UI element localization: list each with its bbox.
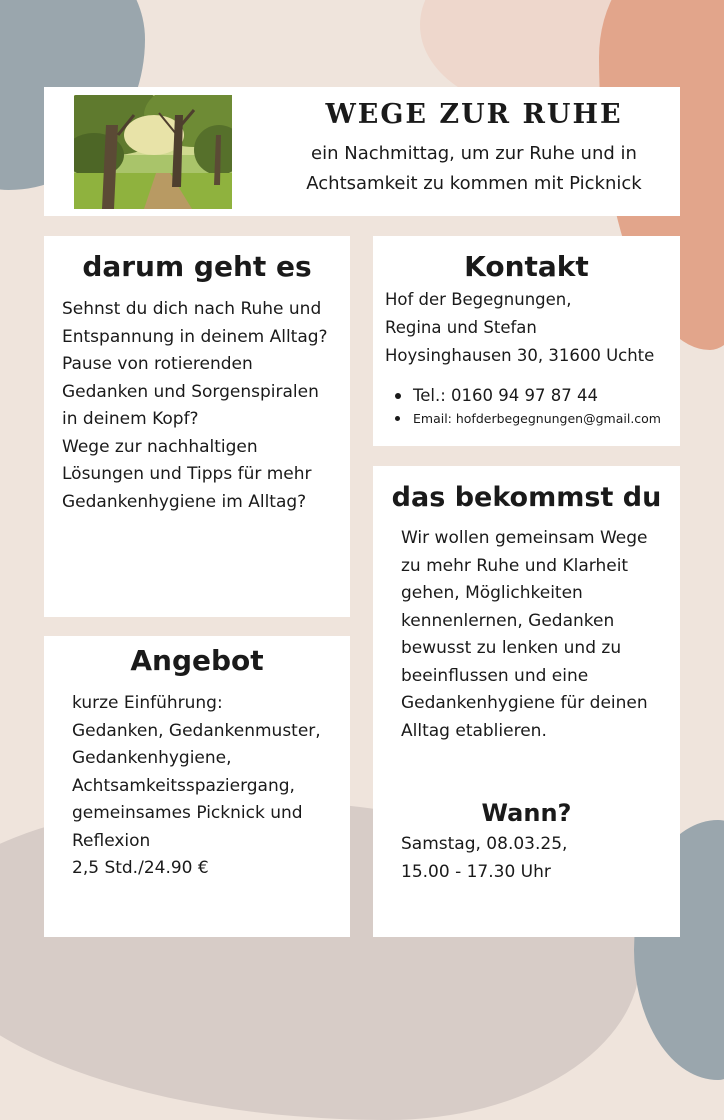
darum-line: Wege zur nachhaltigen — [62, 436, 258, 457]
kontakt-address — [385, 286, 654, 370]
angebot-line: Reflexion — [72, 830, 151, 851]
bekommst-card — [373, 466, 680, 937]
bekommst-text — [401, 525, 648, 745]
address-line: Hoysinghausen 30, 31600 Uchte — [385, 346, 655, 365]
event-time: 15.00 - 17.30 Uhr — [401, 861, 551, 882]
angebot-price: 2,5 Std./24.90 € — [72, 858, 209, 878]
phone-number[interactable]: Tel.: 0160 94 97 87 44 — [385, 383, 661, 409]
darum-text — [62, 296, 328, 516]
header-card — [44, 87, 680, 216]
bekommst-line: beeinflussen und eine — [401, 665, 589, 686]
subtitle-line: Achtsamkeit zu kommen mit Picknick — [306, 173, 642, 194]
angebot-line: gemeinsames Picknick und — [72, 803, 303, 823]
bekommst-line: gehen, Möglichkeiten — [401, 583, 583, 603]
kontakt-heading: Kontakt — [464, 250, 589, 283]
kontakt-list — [385, 383, 661, 429]
darum-line: in deinem Kopf? — [62, 409, 199, 429]
kontakt-card — [373, 236, 680, 446]
bekommst-line: Wir wollen gemeinsam Wege — [401, 528, 648, 548]
address-line: Regina und Stefan — [385, 318, 537, 337]
darum-line: Lösungen und Tipps für mehr — [62, 464, 312, 484]
page-subtitle — [274, 139, 674, 199]
bekommst-heading: das bekommst du — [391, 482, 662, 513]
bekommst-line: Gedankenhygiene für deinen — [401, 693, 648, 713]
angebot-line: kurze Einführung: — [72, 693, 223, 713]
darum-heading: darum geht es — [82, 250, 312, 283]
wann-heading: Wann? — [481, 799, 572, 827]
darum-line: Gedanken und Sorgenspiralen — [62, 381, 319, 402]
angebot-heading: Angebot — [130, 644, 264, 677]
darum-line: Sehnst du dich nach Ruhe und — [62, 299, 322, 319]
subtitle-line: ein Nachmittag, um zur Ruhe und in — [311, 143, 637, 164]
bekommst-line: bewusst zu lenken und zu — [401, 638, 622, 658]
angebot-card — [44, 636, 350, 937]
darum-line: Entspannung in deinem Alltag? — [62, 326, 328, 347]
darum-card — [44, 236, 350, 617]
event-date: Samstag, 08.03.25, — [401, 834, 568, 854]
bekommst-line: kennenlernen, Gedanken — [401, 610, 615, 631]
bekommst-line: zu mehr Ruhe und Klarheit — [401, 555, 629, 576]
address-line: Hof der Begegnungen, — [385, 290, 572, 309]
angebot-line: Gedankenhygiene, — [72, 748, 232, 768]
darum-line: Pause von rotierenden — [62, 354, 253, 374]
wann-text — [401, 831, 567, 886]
darum-line: Gedankenhygiene im Alltag? — [62, 491, 307, 512]
page-title: WEGE ZUR RUHE — [325, 99, 623, 130]
email-address[interactable]: Email: hofderbegegnungen@gmail.com — [385, 409, 661, 429]
angebot-line: Gedanken, Gedankenmuster, — [72, 720, 321, 741]
forest-path-photo — [74, 95, 232, 209]
angebot-text — [72, 690, 321, 883]
bekommst-line: Alltag etablieren. — [401, 720, 547, 741]
angebot-line: Achtsamkeitsspaziergang, — [72, 775, 295, 796]
